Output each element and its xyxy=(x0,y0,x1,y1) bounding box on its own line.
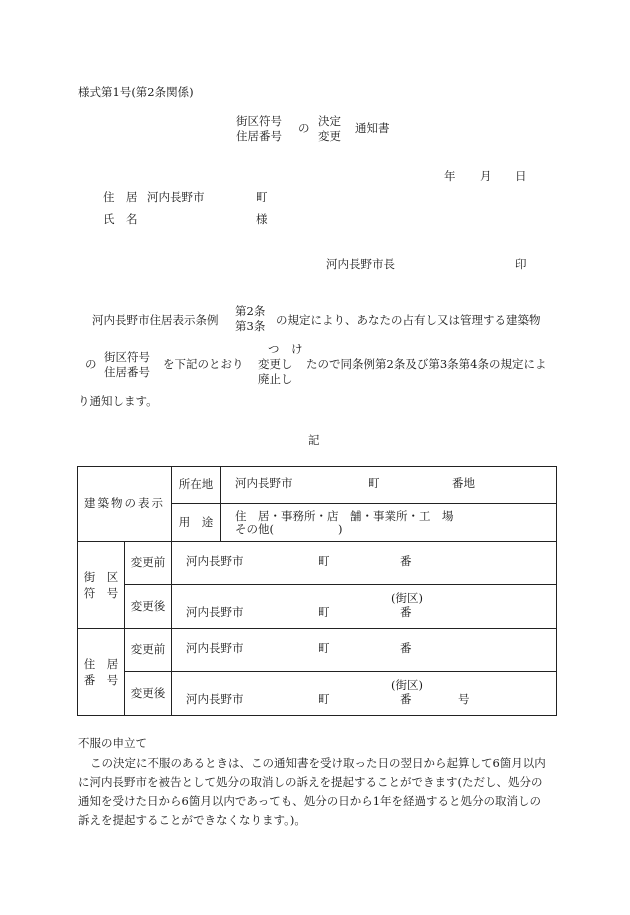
residence-number-label-bottom: 番 号 xyxy=(83,673,119,687)
number-after-town: 町 xyxy=(318,691,330,706)
number-before-cell xyxy=(172,629,557,672)
block-before-ban: 番 xyxy=(400,554,412,568)
location-cell xyxy=(221,467,557,504)
change-table xyxy=(77,541,557,716)
appeal-heading: 不服の申立て xyxy=(78,736,147,750)
location-banchi: 番地 xyxy=(452,476,475,490)
date-month: 月 xyxy=(480,169,492,183)
block-after-cell xyxy=(172,585,557,629)
issuer-seal: 印 xyxy=(515,257,527,271)
block-code-label-top: 街 区 xyxy=(83,570,119,584)
appeal-line-3: 通知を受けた日から6箇月以内であっても、処分の日から1年を経過すると処分の取消しの xyxy=(78,794,542,808)
body-text-3: り通知します。 xyxy=(78,394,158,408)
date-day: 日 xyxy=(515,169,527,183)
location-label: 所在地 xyxy=(172,467,221,504)
body-action-1: つ け xyxy=(268,342,303,356)
block-before-label: 変更前 xyxy=(125,542,172,585)
number-before-town: 町 xyxy=(318,641,330,655)
use-options: 住 居・事務所・店 舗・事業所・工 場 xyxy=(235,508,454,523)
block-before-cell xyxy=(172,542,557,585)
body-as-below: を下記のとおり xyxy=(163,357,244,371)
use-other: その他( ) xyxy=(235,521,343,536)
date-year: 年 xyxy=(444,169,456,183)
block-after-label: 変更後 xyxy=(125,585,172,629)
block-after-ban: 番 xyxy=(400,604,412,619)
use-label: 用 途 xyxy=(172,504,221,542)
block-after-gaiku: (街区) xyxy=(391,590,423,605)
block-code-label-bottom: 符 号 xyxy=(83,586,119,600)
location-city: 河内長野市 xyxy=(235,476,293,490)
block-after-town: 町 xyxy=(318,604,330,619)
location-town: 町 xyxy=(368,476,380,490)
body-action-2: 変更し xyxy=(258,357,293,371)
recipient-address-label: 住 居 xyxy=(103,190,138,204)
recipient-address-city: 河内長野市 xyxy=(147,190,205,204)
number-before-ban: 番 xyxy=(400,641,412,655)
block-before-city: 河内長野市 xyxy=(186,554,244,568)
appeal-line-2: に河内長野市を被告として処分の取消しの訴えを提起することができます(ただし、処分の xyxy=(78,775,543,789)
form-number: 様式第1号(第2条関係) xyxy=(78,85,194,99)
number-after-cell xyxy=(172,672,557,716)
title-code-top: 街区符号 xyxy=(236,114,282,128)
appeal-line-4: 訴えを提起することができなくなります。)。 xyxy=(78,813,306,827)
body-article-bottom: 第3条 xyxy=(235,319,266,333)
body-action-3: 廃止し xyxy=(258,372,293,386)
building-label: 建築物の表示 xyxy=(78,467,172,542)
recipient-address-town: 町 xyxy=(256,190,268,204)
block-code-label xyxy=(78,542,125,629)
title-no: の xyxy=(298,121,310,135)
body-no: の xyxy=(85,357,97,371)
body-text-2: たので同条例第2条及び第3条第4条の規定によ xyxy=(306,357,547,371)
body-ordinance: 河内長野市住居表示条例 xyxy=(92,313,219,327)
body-text-1: の規定により、あなたの占有し又は管理する建築物 xyxy=(276,313,541,327)
body-code-top: 街区符号 xyxy=(104,350,150,364)
block-after-city: 河内長野市 xyxy=(186,604,244,619)
residence-number-label xyxy=(78,629,125,716)
number-after-label: 変更後 xyxy=(125,672,172,716)
recipient-name-label: 氏 名 xyxy=(103,212,138,226)
title-action-top: 決定 xyxy=(318,114,341,128)
issuer-name: 河内長野市長 xyxy=(326,257,395,271)
title-action-bottom: 変更 xyxy=(318,129,341,143)
title-code-bottom: 住居番号 xyxy=(236,129,282,143)
number-after-city: 河内長野市 xyxy=(186,691,244,706)
ki-label: 記 xyxy=(308,433,320,447)
title-suffix: 通知書 xyxy=(355,121,390,135)
body-article-top: 第2条 xyxy=(235,304,266,318)
residence-number-label-top: 住 居 xyxy=(83,657,119,671)
building-table xyxy=(77,466,557,542)
number-after-go: 号 xyxy=(458,691,470,706)
use-cell xyxy=(221,504,557,542)
block-before-town: 町 xyxy=(318,554,330,568)
number-before-city: 河内長野市 xyxy=(186,641,244,655)
number-before-label: 変更前 xyxy=(125,629,172,672)
recipient-honorific: 様 xyxy=(256,212,268,226)
number-after-gaiku: (街区) xyxy=(391,677,423,692)
body-code-bottom: 住居番号 xyxy=(104,365,150,379)
appeal-line-1: この決定に不服のあるときは、この通知書を受け取った日の翌日から起算して6箇月以内 xyxy=(90,756,546,770)
number-after-ban: 番 xyxy=(400,691,412,706)
